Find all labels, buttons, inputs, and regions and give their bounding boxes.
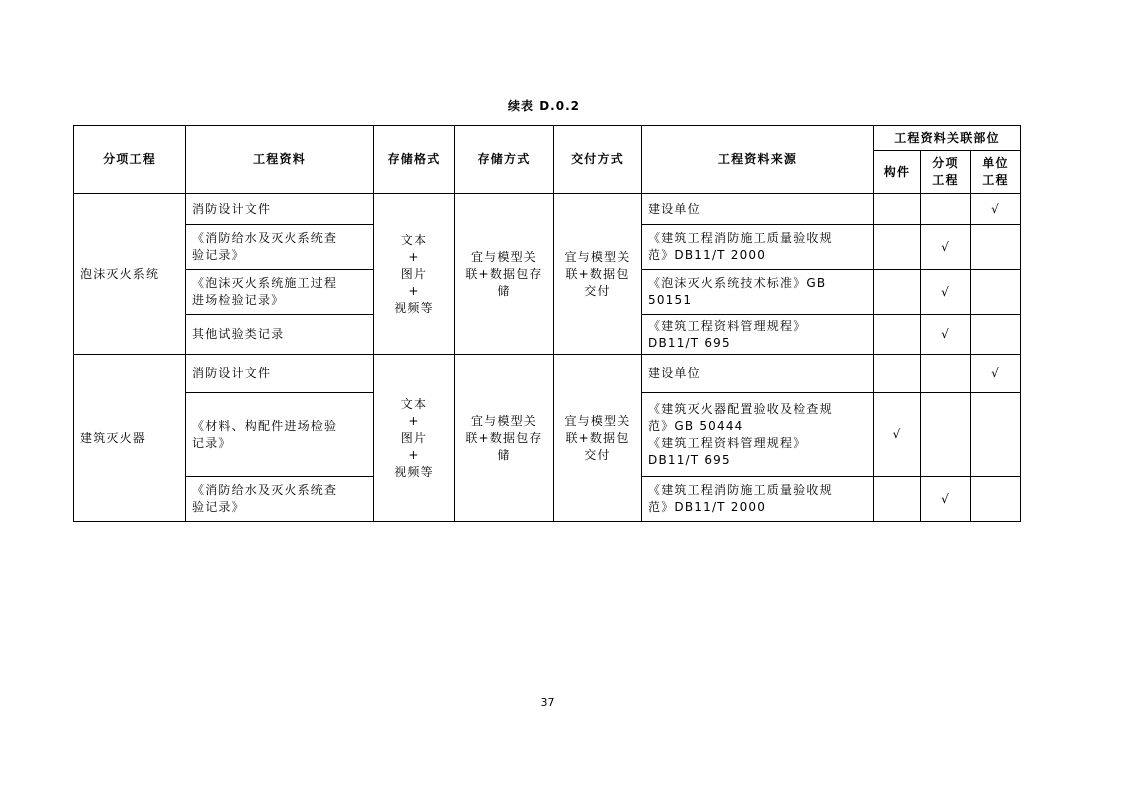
source-cell: 《建筑工程资料管理规程》 DB11/T 695 bbox=[642, 315, 874, 355]
page-number: 37 bbox=[540, 696, 555, 709]
material-cell: 《材料、构配件进场检验 记录》 bbox=[186, 393, 374, 477]
check-unit: √ bbox=[971, 194, 1021, 225]
check-unit bbox=[971, 225, 1021, 270]
check-sub: √ bbox=[921, 225, 971, 270]
check-sub: √ bbox=[921, 315, 971, 355]
material-cell: 《消防给水及灭火系统查 验记录》 bbox=[186, 477, 374, 522]
source-cell: 《建筑工程消防施工质量验收规 范》DB11/T 2000 bbox=[642, 477, 874, 522]
check-component bbox=[874, 477, 921, 522]
header-row-1 bbox=[74, 126, 1021, 151]
header-delivery: 交付方式 bbox=[554, 126, 642, 194]
check-component bbox=[874, 194, 921, 225]
material-cell: 《泡沫灭火系统施工过程 进场检验记录》 bbox=[186, 270, 374, 315]
source-cell: 《泡沫灭火系统技术标准》GB 50151 bbox=[642, 270, 874, 315]
check-component: √ bbox=[874, 393, 921, 477]
check-component bbox=[874, 225, 921, 270]
delivery-cell: 宜与模型关 联+数据包 交付 bbox=[554, 355, 642, 522]
project-cell: 建筑灭火器 bbox=[74, 355, 186, 522]
check-sub bbox=[921, 194, 971, 225]
table-row bbox=[74, 355, 1021, 393]
method-cell: 宜与模型关 联+数据包存 储 bbox=[455, 355, 554, 522]
check-component bbox=[874, 355, 921, 393]
source-cell: 建设单位 bbox=[642, 194, 874, 225]
check-component bbox=[874, 315, 921, 355]
check-sub bbox=[921, 393, 971, 477]
check-unit bbox=[971, 393, 1021, 477]
table-row bbox=[74, 194, 1021, 225]
delivery-cell: 宜与模型关 联+数据包 交付 bbox=[554, 194, 642, 355]
check-unit bbox=[971, 315, 1021, 355]
table-title: 续表 D.0.2 bbox=[508, 99, 580, 113]
check-sub bbox=[921, 355, 971, 393]
source-cell: 建设单位 bbox=[642, 355, 874, 393]
material-cell: 其他试验类记录 bbox=[186, 315, 374, 355]
source-cell: 《建筑灭火器配置验收及检查规 范》GB 50444 《建筑工程资料管理规程》 DB11/T 695 bbox=[642, 393, 874, 477]
records-table bbox=[73, 125, 1021, 522]
check-sub: √ bbox=[921, 477, 971, 522]
check-sub: √ bbox=[921, 270, 971, 315]
format-cell: 文本 + 图片 + 视频等 bbox=[374, 355, 455, 522]
material-cell: 消防设计文件 bbox=[186, 194, 374, 225]
check-unit bbox=[971, 477, 1021, 522]
method-cell: 宜与模型关 联+数据包存 储 bbox=[455, 194, 554, 355]
check-unit: √ bbox=[971, 355, 1021, 393]
header-related: 工程资料关联部位 bbox=[874, 126, 1021, 151]
header-project: 分项工程 bbox=[74, 126, 186, 194]
header-sub: 分项 工程 bbox=[921, 151, 971, 194]
project-cell: 泡沫灭火系统 bbox=[74, 194, 186, 355]
header-format: 存储格式 bbox=[374, 126, 455, 194]
material-cell: 消防设计文件 bbox=[186, 355, 374, 393]
source-cell: 《建筑工程消防施工质量验收规 范》DB11/T 2000 bbox=[642, 225, 874, 270]
header-material: 工程资料 bbox=[186, 126, 374, 194]
check-unit bbox=[971, 270, 1021, 315]
header-unit: 单位 工程 bbox=[971, 151, 1021, 194]
format-cell: 文本 + 图片 + 视频等 bbox=[374, 194, 455, 355]
check-component bbox=[874, 270, 921, 315]
material-cell: 《消防给水及灭火系统查 验记录》 bbox=[186, 225, 374, 270]
header-source: 工程资料来源 bbox=[642, 126, 874, 194]
header-component: 构件 bbox=[874, 151, 921, 194]
header-method: 存储方式 bbox=[455, 126, 554, 194]
